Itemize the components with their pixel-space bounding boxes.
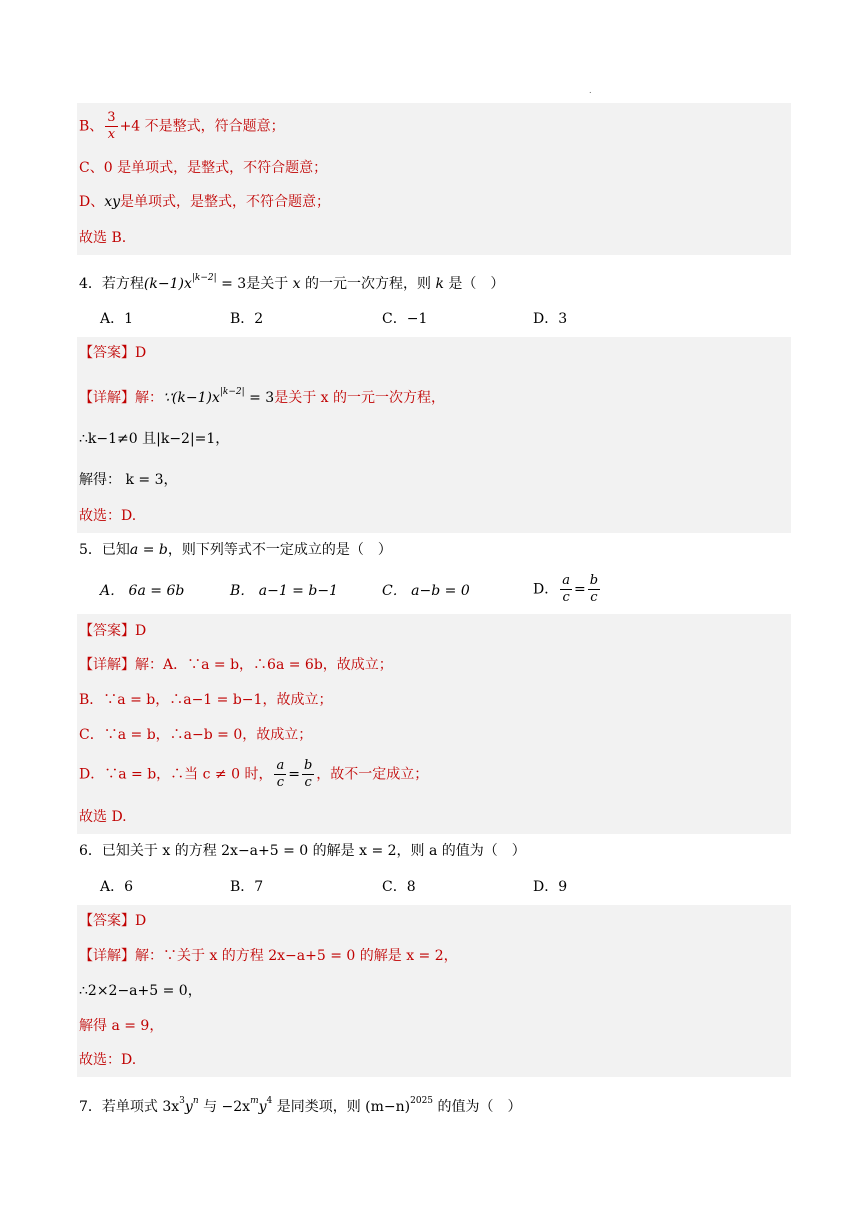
q5-option-d: D． $\frac{a}{c}$ = $\frac{b}{c}$: [533, 573, 599, 605]
q5-option-c: C． a−b = 0: [382, 583, 470, 599]
q6-step-1: ∴2×2−a+5 = 0，: [79, 983, 202, 999]
q6-detail: 【详解】解：∵关于 x 的方程 2x−a+5 = 0 的解是 x = 2，: [79, 948, 458, 964]
q3-option-c-analysis: C、0 是单项式，是整式，不符合题意；: [79, 160, 328, 176]
q6-step-2: 解得 a = 9，: [79, 1018, 164, 1034]
q5-stem: 5．已知a = b，则下列等式不一定成立的是（ ）: [79, 542, 392, 558]
q4-answer: 【答案】D: [79, 345, 147, 361]
q4-conclusion: 故选：D.: [79, 508, 137, 524]
q4-stem: 4．若方程$(k-1)x^{|k-2|} = 3$是关于 x 的一元一次方程，则 k 是（ ）: [79, 273, 505, 292]
q4-detail: 【详解】解：$\because(k-1)x^{|k-2|} = 3$是关于 x 的一元一次方程，: [79, 387, 445, 406]
q6-answer: 【答案】D: [79, 913, 147, 929]
q3-conclusion: 故选 B.: [79, 230, 127, 246]
q5-solution-block: [77, 614, 791, 834]
fraction-3-over-x: $\frac{3}{x}$: [107, 110, 116, 142]
q4-step-1: ∴k−1≠0 且|k−2|=1，: [79, 431, 230, 447]
q5-conclusion: 故选 D.: [79, 809, 127, 825]
q7-stem: 7．若单项式 $3x^3y^n$ 与 $-2x^my^4$ 是同类项，则 $(m-n)^{2025}$ 的值为（ ）: [79, 1096, 522, 1115]
q6-option-a: A．6: [100, 879, 134, 895]
q3-option-b-analysis: B、 $\frac{3}{x}$ +4 不是整式，符合题意；: [79, 110, 285, 142]
q3-option-d-analysis: D、xy是单项式，是整式，不符合题意；: [79, 194, 331, 210]
q5-answer: 【答案】D: [79, 623, 147, 639]
q5-detail-a: 【详解】解：A．∵a = b，∴6a = 6b，故成立；: [79, 657, 393, 673]
q4-step-2: 解得： k = 3，: [79, 472, 178, 488]
q5-detail-b: B．∵a = b，∴a−1 = b−1，故成立；: [79, 692, 333, 708]
q5-detail-c: C．∵a = b，∴a−b = 0，故成立；: [79, 727, 313, 743]
q4-option-b: B．2: [230, 311, 264, 327]
q5-option-a: A． 6a = 6b: [100, 583, 185, 599]
q6-conclusion: 故选：D.: [79, 1052, 137, 1068]
q6-option-b: B．7: [230, 879, 264, 895]
header-dot: .: [589, 86, 592, 95]
q6-option-c: C．8: [382, 879, 416, 895]
q4-option-c: C．−1: [382, 311, 428, 327]
q5-option-b: B． a−1 = b−1: [230, 583, 338, 599]
q6-stem: 6．已知关于 x 的方程 2x−a+5 = 0 的解是 x = 2，则 a 的值为（ ）: [79, 843, 526, 859]
q4-option-a: A．1: [100, 311, 134, 327]
q6-option-d: D．9: [533, 879, 568, 895]
q5-detail-d: D．∵a = b，∴当 c ≠ 0 时， $\frac{a}{c}$ = $\frac{b}{c}$ ，故不一定成立；: [79, 758, 429, 790]
q4-option-d: D．3: [533, 311, 568, 327]
